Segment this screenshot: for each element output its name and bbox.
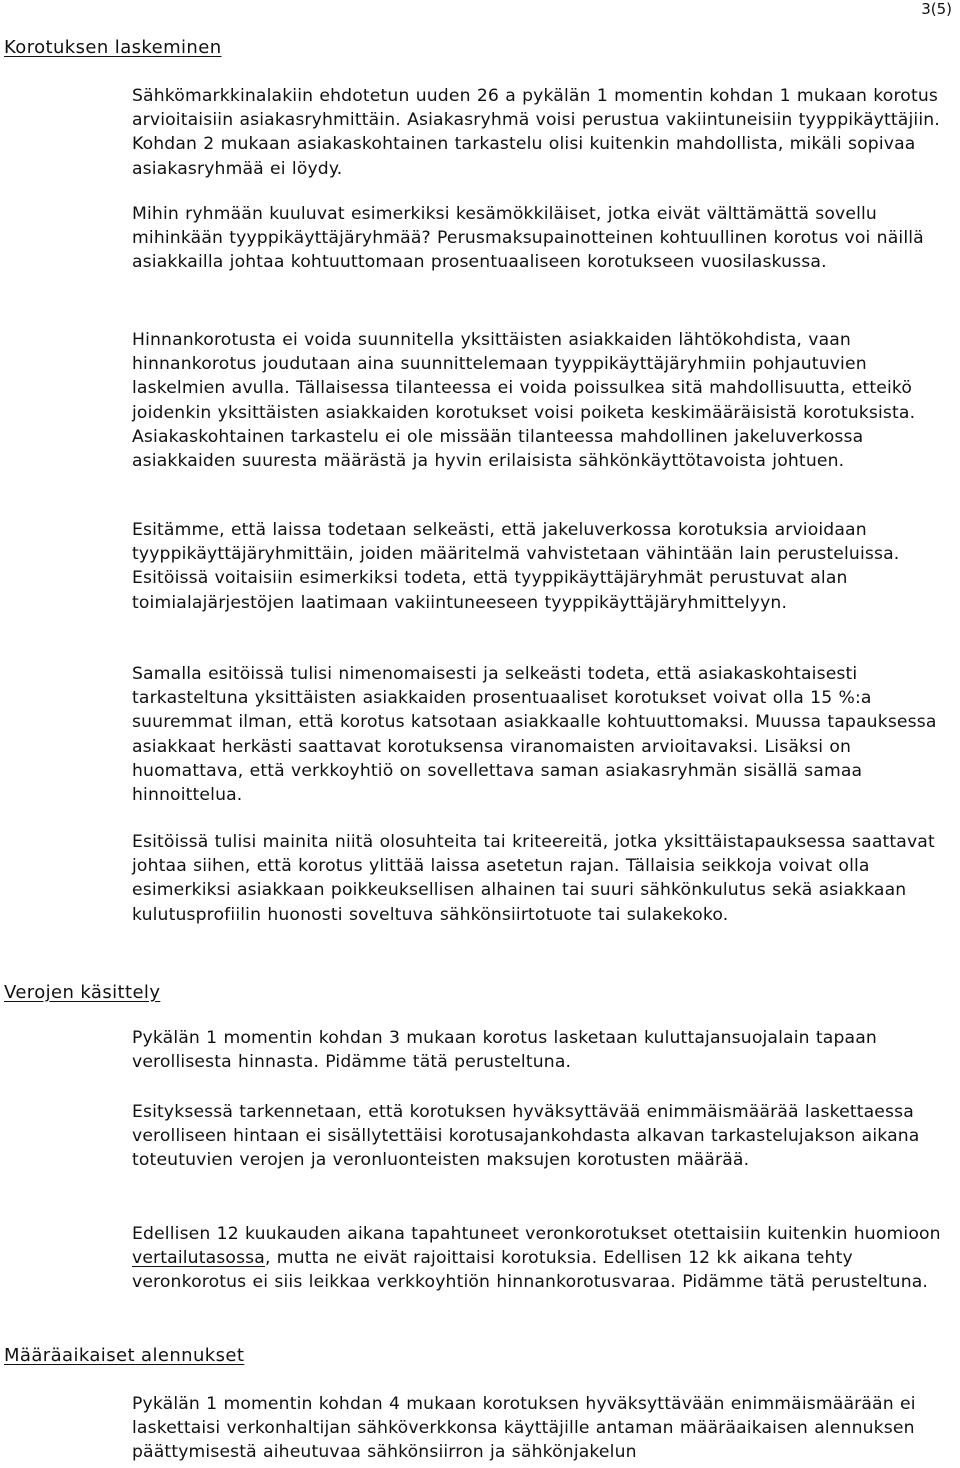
paragraph-6: Esitöissä tulisi mainita niitä olosuhteita tai kriteereitä, jotka yksittäistapauksessa saattavat johtaa siihen, että korotus ylittää laissa asetetun rajan. Tällaisia seikkoja voivat olla esimerkiksi asiakkaan poikkeuksellisen alhainen tai suuri sähkönkulutus sekä asiakkaan kulutusprofiilin huonosti soveltuva sähkönsiirtotuote tai sulakekoko.	[132, 832, 935, 925]
paragraph-5: Samalla esitöissä tulisi nimenomaisesti ja selkeästi todeta, että asiakaskohtaisesti tarkasteltuna yksittäisten asiakkaiden prosentuaaliset korotukset voivat olla 15 %:a suuremmat ilman, että korotus katsotaan asiakkaalle kohtuuttomaksi. Muussa tapauksessa asiakkaat herkästi saattavat korotuksensa viranomaisten arvioitavaksi. Lisäksi on huomattava, että verkkoyhtiö on sovellettava saman asiakasryhmän sisällä samaa hinnoittelua.	[132, 664, 937, 806]
paragraph-3: Hinnankorotusta ei voida suunnitella yksittäisten asiakkaiden lähtökohdista, vaan hinnankorotus joudutaan aina suunnittelemaan tyyppikäyttäjäryhmiin pohjautuvien laskelmien avulla. Tällaisessa tilanteessa ei voida poissulkea sitä mahdollisuutta, etteikö joidenkin yksittäisten asiakkaiden korotukset voisi poiketa keskimääräisistä korotuksista. Asiakaskohtainen tarkastelu ei ole missään tilanteessa mahdollinen jakeluverkossa asiakkaiden suuresta määrästä ja hyvin erilaisista sähkönkäyttötavoista johtuen.	[132, 330, 916, 472]
paragraph-2: Mihin ryhmään kuuluvat esimerkiksi kesämökkiläiset, jotka eivät välttämättä sovellu mihinkään tyyppikäyttäjäryhmää? Perusmaksupainotteinen kohtuullinen korotus voi näillä asiakkailla johtaa kohtuuttomaan prosentuaaliseen korotukseen vuosilaskussa.	[132, 204, 924, 273]
paragraph-9-text-before: Edellisen 12 kuukauden aikana tapahtuneet veronkorotukset otettaisiin kuitenkin huomioon	[132, 1224, 941, 1244]
paragraph-10: Pykälän 1 momentin kohdan 4 mukaan korotuksen hyväksyttävään enimmäismäärään ei laskettaisi verkonhaltijan sähköverkkonsa käyttäjille antaman määräaikaisen alennuksen päättymisestä aiheutuvaa sähkönsiirron ja sähkönjakelun	[132, 1394, 916, 1463]
page-number: 3(5)	[921, 0, 952, 18]
heading-korotuksen-laskeminen: Korotuksen laskeminen	[4, 37, 222, 58]
paragraph-8: Esityksessä tarkennetaan, että korotuksen hyväksyttävää enimmäismäärää laskettaessa verolliseen hintaan ei sisällytettäisi korotusajankohdasta alkavan tarkastelujakson aikana toteutuvien verojen ja veronluonteisten maksujen korotusten määrää.	[132, 1102, 920, 1171]
paragraph-9	[132, 1222, 950, 1295]
paragraph-4: Esitämme, että laissa todetaan selkeästi, että jakeluverkossa korotuksia arvioidaan tyyppikäyttäjäryhmittäin, joiden määritelmä vahvistetaan vähintään lain perusteluissa. Esitöissä voitaisiin esimerkiksi todeta, että tyyppikäyttäjäryhmät perustuvat alan toimialajärjestöjen laatimaan vakiintuneeseen tyyppikäyttäjäryhmittelyyn.	[132, 520, 900, 613]
paragraph-7: Pykälän 1 momentin kohdan 3 mukaan korotus lasketaan kuluttajansuojalain tapaan verollisesta hinnasta. Pidämme tätä perusteltuna.	[132, 1028, 877, 1073]
vertailutasossa-underlined-term: vertailutasossa	[132, 1248, 265, 1269]
paragraph-1: Sähkömarkkinalakiin ehdotetun uuden 26 a pykälän 1 momentin kohdan 1 mukaan korotus arvioitaisiin asiakasryhmittäin. Asiakasryhmä voisi perustua vakiintuneisiin tyyppikäyttäjiin. Kohdan 2 mukaan asiakaskohtainen tarkastelu olisi kuitenkin mahdollista, mikäli sopivaa asiakasryhmää ei löydy.	[132, 86, 940, 179]
heading-maaraaikaiset-alennukset: Määräaikaiset alennukset	[4, 1345, 245, 1366]
paragraph-9-text-after: , mutta ne eivät rajoittaisi korotuksia. Edellisen 12 kk aikana tehty veronkorotus ei siis leikkaa verkkoyhtiön hinnankorotusvaraa. Pidämme tätä perusteltuna.	[132, 1248, 929, 1293]
heading-verojen-kasittely: Verojen käsittely	[4, 982, 161, 1003]
